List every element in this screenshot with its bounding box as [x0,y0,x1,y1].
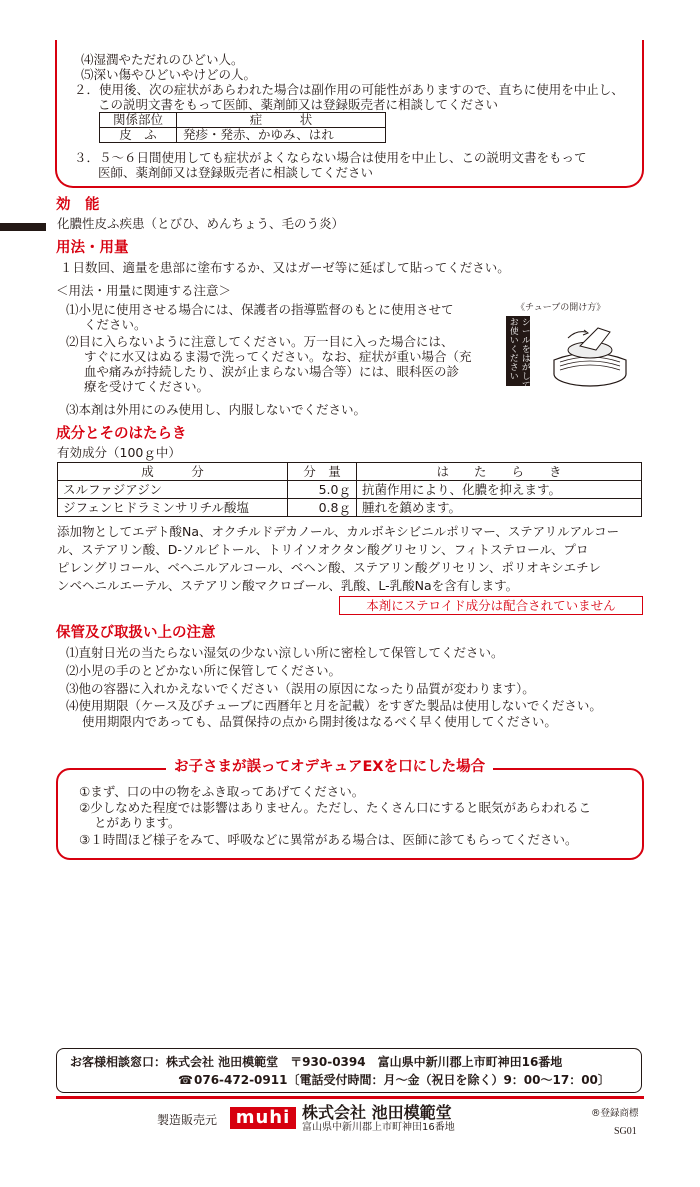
efficacy-text: 化膿性皮ふ疾患（とびひ、めんちょう、毛のう炎） [57,216,345,231]
usage-note1-line2: ください。 [84,317,147,332]
trademark-note: ®登録商標 [591,1108,639,1119]
warning-item-5: ⑸深い傷やひどいやけどの人。 [81,67,257,82]
usage-title: 用法・用量 [56,240,129,256]
ingredient-effect: 腫れを鎮めます。 [357,499,642,517]
storage-item4-line1: ⑷使用期限（ケース及びチューブに西暦年と月を記載）をすぎた製品は使用しないでください。 [66,698,602,713]
side-mark [0,223,46,231]
ingredients-header-effect: は た ら き [357,463,642,481]
child-warning-title: お子さまが誤ってオデキュアEXを口にした場合 [166,760,493,775]
child-item2-line1: ②少しなめた程度では影響はありません。ただし、たくさん口にすると眠気があらわれるこ [79,800,591,815]
phone-icon: ☎ [178,1073,193,1087]
additives-line2: ル、ステアリン酸、D-ソルビトール、トリイソオクタン酸グリセリン、フィトステロール、プロ [57,542,589,557]
warning-item-2-line2: この説明文書をもって医師、薬剤師又は登録販売者に相談してください [98,97,499,112]
usage-note2-line3: 血や痛みが持続したり、涙が止まらない場合等）には、眼科医の診 [84,364,460,379]
usage-note2-line4: 療を受けてください。 [84,379,210,394]
contact-line2: 076-472-0911〔電話受付時間：月～金（祝日を除く）9：00～17：00〕 [194,1073,610,1087]
divider-red [56,1096,644,1099]
warning-item-3-line2: 医師、薬剤師又は登録販売者に相談してください [98,165,374,180]
ingredients-header-name: 成 分 [58,463,288,481]
ingredients-subtitle: 有効成分（100ｇ中） [57,445,181,460]
table-row [58,499,642,517]
ingredient-amount: 5.0ｇ [288,481,357,499]
warning-item-2-line1: ２．使用後、次の症状があらわれた場合は副作用の可能性がありますので、直ちに使用を中止し、 [74,82,624,97]
muhi-logo: muhi [230,1107,296,1129]
storage-title: 保管及び取扱い上の注意 [56,625,216,641]
ingredient-name: スルファジアジン [58,481,288,499]
ingredient-effect: 抗菌作用により、化膿を抑えます。 [357,481,642,499]
contact-line1: お客様相談窓口：株式会社 池田模範堂 〒930-0394 富山県中新川郡上市町神田16番地 [70,1055,563,1069]
table-header-symptom: 症 状 [177,113,386,128]
efficacy-title: 効 能 [56,197,100,213]
tube-label-col2: お使いください [510,318,519,382]
usage-note3: ⑶本剤は外用にのみ使用し、内服しないでください。 [66,402,367,417]
storage-item4-line2: 使用期限内であっても、品質保持の点から開封後はなるべく早く使用してください。 [82,714,557,729]
table-cell-part: 皮 ふ [100,128,177,143]
usage-note1-line1: ⑴小児に使用させる場合には、保護者の指導監督のもとに使用させて [66,302,454,317]
table-row [58,481,642,499]
steroid-notice: 本剤にステロイド成分は配合されていません [339,596,643,615]
child-item2-line2: とがあります。 [94,815,181,830]
storage-item1: ⑴直射日光の当たらない湿気の少ない涼しい所に密栓して保管してください。 [66,645,504,660]
storage-item3: ⑶他の容器に入れかえないでください（誤用の原因になったり品質が変わります）。 [66,681,535,696]
warning-item-3-line1: ３．５～６日間使用しても症状がよくならない場合は使用を中止し、この説明文書をもって [74,150,587,165]
additives-line3: ピレングリコール、ベヘニルアルコール、ベヘン酸、ステアリン酸グリセリン、ポリオキシエチレ [57,560,601,575]
ingredients-title: 成分とそのはたらき [56,426,187,442]
additives-line4: ンベヘニルエーテル、ステアリン酸マクロゴール、乳酸、L-乳酸Naを含有します。 [57,578,519,593]
ingredients-header-amount: 分 量 [288,463,357,481]
usage-note2-line2: すぐに水又はぬるま湯で洗ってください。なお、症状が重い場合（充 [84,349,472,364]
additives-line1: 添加物としてエデト酸Na、オクチルドデカノール、カルボキシビニルポリマー、ステアリルアルコー [57,524,620,539]
ingredients-table [57,462,642,517]
storage-item2: ⑵小児の手のとどかない所に保管してください。 [66,663,342,678]
side-effect-table [99,112,386,143]
usage-text: １日数回、適量を患部に塗布するか、又はガーゼ等に延ばして貼ってください。 [60,260,510,275]
usage-notes-title: ＜用法・用量に関連する注意＞ [56,283,232,298]
tube-caption: 《チューブの開け方》 [516,303,606,313]
document-code: SG01 [614,1126,637,1137]
company-name: 株式会社 池田模範堂 [302,1103,452,1122]
maker-label: 製造販売元 [157,1113,218,1127]
warning-item-4: ⑷湿潤やただれのひどい人。 [81,52,244,67]
tube-label-col1: シールをはがして [522,318,531,391]
table-header-part: 関係部位 [100,113,177,128]
ingredient-name: ジフェンヒドラミンサリチル酸塩 [58,499,288,517]
table-cell-symptom: 発疹・発赤、かゆみ、はれ [177,128,386,143]
ingredient-amount: 0.8ｇ [288,499,357,517]
usage-note2-line1: ⑵目に入らないように注意してください。万一目に入った場合には、 [66,334,454,349]
company-address: 富山県中新川郡上市町神田16番地 [302,1122,455,1133]
child-item3: ③１時間ほど様子をみて、呼吸などに異常がある場合は、医師に診てもらってください。 [79,832,578,847]
child-item1: ①まず、口の中の物をふき取ってあげてください。 [79,784,365,799]
